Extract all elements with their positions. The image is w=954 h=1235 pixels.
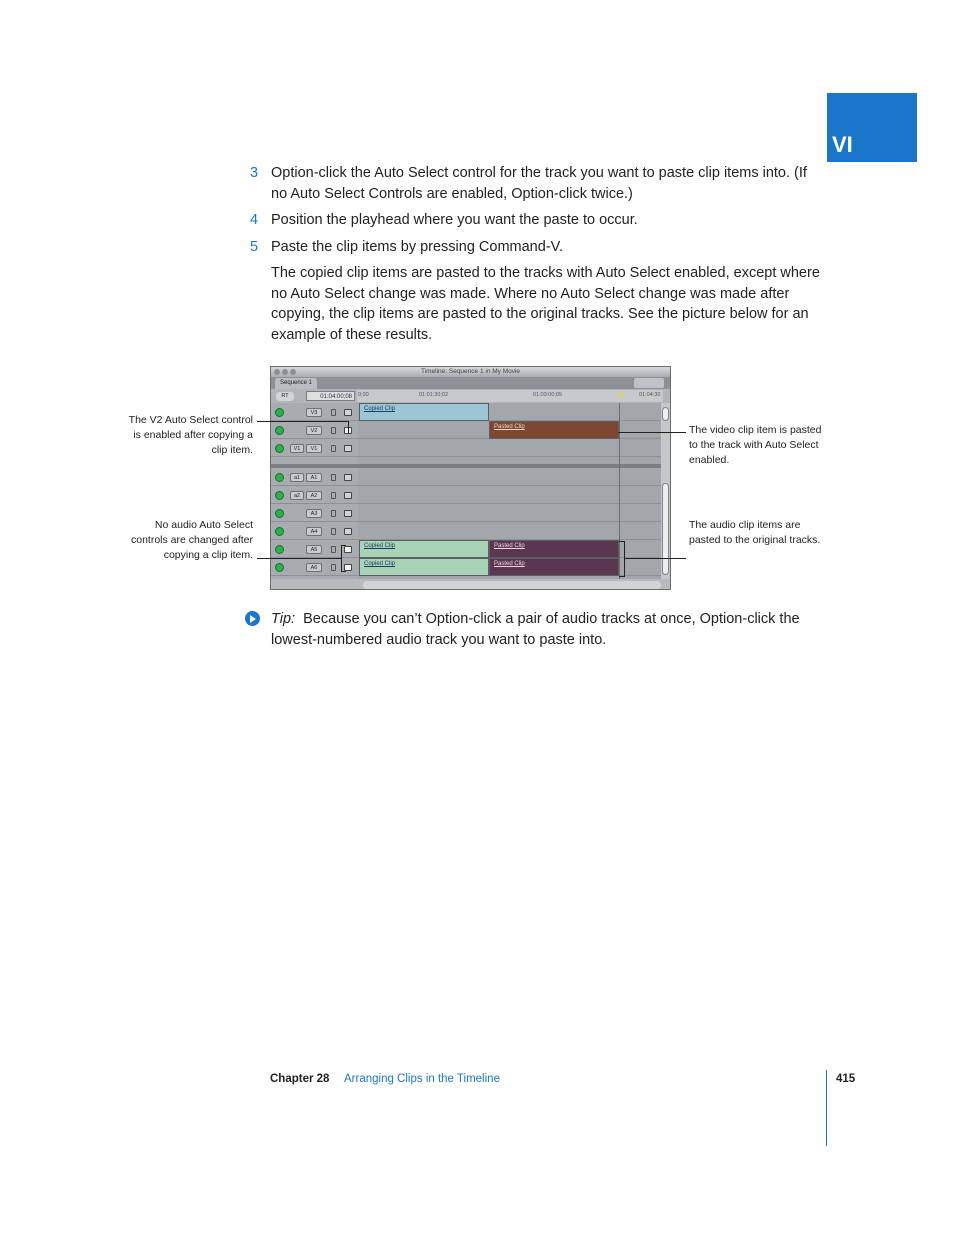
auto-select-icon[interactable] — [344, 510, 352, 517]
leader-bracket — [619, 541, 624, 542]
auto-select-icon[interactable] — [344, 492, 352, 499]
track-control-v2 — [271, 421, 358, 439]
rt-button[interactable]: RT — [276, 392, 294, 401]
dest-control[interactable]: A1 — [306, 473, 322, 482]
dest-control[interactable]: V1 — [306, 444, 322, 453]
track-a1 — [358, 468, 663, 486]
leader-line — [257, 421, 349, 422]
dest-control[interactable]: V2 — [306, 426, 322, 435]
leader-bracket — [341, 545, 342, 571]
track-control-a5 — [271, 540, 358, 558]
part-tab-label: VI — [832, 132, 853, 157]
zoom-icon[interactable] — [290, 369, 296, 375]
tip-text: Because you can’t Option-click a pair of audio tracks at once, Option-click the lowest-numbered audio track you want to paste into. — [271, 611, 800, 648]
leader-bracket — [341, 571, 346, 572]
step-4 — [250, 210, 820, 231]
auto-select-icon[interactable] — [344, 409, 352, 416]
track-v1 — [358, 439, 663, 457]
step-5 — [250, 237, 820, 258]
dest-control[interactable]: A2 — [306, 491, 322, 500]
lock-icon[interactable] — [331, 427, 336, 434]
speaker-icon[interactable] — [275, 491, 284, 500]
lock-icon[interactable] — [331, 546, 336, 553]
track-control-a3 — [271, 504, 358, 522]
timeline-titlebar: Timeline: Sequence 1 in My Movie — [271, 367, 670, 377]
lock-icon[interactable] — [331, 492, 336, 499]
speaker-icon[interactable] — [275, 545, 284, 554]
leader-line — [348, 421, 349, 433]
clip-v3-copied[interactable]: Copied Clip — [359, 403, 489, 421]
speaker-icon[interactable] — [275, 563, 284, 572]
step-number: 3 — [250, 165, 259, 181]
step-text: Option-click the Auto Select control for the track you want to paste clip items into. (If no Auto Select Controls are enabled, Option-click twice.) — [271, 165, 807, 202]
source-control[interactable]: a2 — [290, 491, 304, 500]
track-visibility-icon[interactable] — [275, 408, 284, 417]
track-control-v3 — [271, 403, 358, 421]
speaker-icon[interactable] — [275, 527, 284, 536]
clip-a6-pasted[interactable]: Pasted Clip — [489, 558, 619, 576]
tab-sequence-1[interactable]: Sequence 1 — [275, 378, 317, 389]
lock-icon[interactable] — [331, 528, 336, 535]
close-icon[interactable] — [274, 369, 280, 375]
speaker-icon[interactable] — [275, 509, 284, 518]
track-area[interactable] — [358, 403, 663, 579]
playhead-icon[interactable] — [618, 393, 624, 398]
track-control-a2 — [271, 486, 358, 504]
tip-arrow-icon — [245, 611, 260, 626]
track-control-v1 — [271, 439, 358, 457]
result-paragraph: The copied clip items are pasted to the tracks with Auto Select enabled, except where no Auto Select change was made. Where no Auto Select change was made after copying, the clip items are pasted to the original tracks. See the picture below for an example of these results. — [271, 265, 820, 343]
lock-icon[interactable] — [331, 474, 336, 481]
ruler-tick: 01:04:30 — [639, 392, 661, 398]
footer-chapter: Chapter 28 — [270, 1073, 330, 1085]
part-tab — [827, 93, 917, 162]
lock-icon[interactable] — [331, 409, 336, 416]
step-text: Paste the clip items by pressing Command-V. — [271, 239, 564, 255]
tip-label: Tip: — [271, 611, 296, 627]
ruler-tick: 01:01:30;02 — [419, 392, 449, 398]
playhead-line — [619, 403, 620, 579]
audio-scroll-thumb[interactable] — [662, 483, 669, 575]
callout-v2-auto-select: The V2 Auto Select control is enabled after copying a clip item. — [128, 414, 253, 456]
step-number: 4 — [250, 212, 259, 228]
timecode-field[interactable]: 01:04:00;08 — [306, 391, 355, 401]
track-control-a6 — [271, 558, 358, 576]
auto-select-icon[interactable] — [344, 546, 352, 553]
video-scroll-thumb[interactable] — [662, 407, 669, 421]
track-a2 — [358, 486, 663, 504]
step-number: 5 — [250, 239, 259, 255]
leader-line — [618, 432, 686, 433]
leader-line — [625, 558, 686, 559]
tab-row — [271, 377, 670, 389]
dest-control[interactable]: A3 — [306, 509, 322, 518]
dest-control[interactable]: A5 — [306, 545, 322, 554]
footer-chapter-title[interactable]: Arranging Clips in the Timeline — [344, 1073, 500, 1085]
ruler-tick: 0;00 — [358, 392, 369, 398]
track-control-a4 — [271, 522, 358, 540]
speaker-icon[interactable] — [275, 473, 284, 482]
video-audio-divider[interactable] — [271, 464, 670, 468]
auto-select-icon[interactable] — [344, 528, 352, 535]
footer-divider — [826, 1070, 827, 1146]
minimize-icon[interactable] — [282, 369, 288, 375]
leader-bracket — [619, 576, 624, 577]
leader-bracket — [341, 545, 346, 546]
track-visibility-icon[interactable] — [275, 444, 284, 453]
vertical-scrollbar[interactable] — [661, 403, 670, 579]
callout-audio-pasted: The audio clip items are pasted to the original tracks. — [689, 519, 821, 546]
callout-no-audio-change: No audio Auto Select controls are changed after copying a clip item. — [131, 519, 253, 561]
callout-video-pasted: The video clip item is pasted to the track with Auto Select enabled. — [689, 424, 822, 466]
lock-icon[interactable] — [331, 510, 336, 517]
tip-paragraph — [271, 609, 821, 650]
clip-a6-copied[interactable]: Copied Clip — [359, 558, 489, 576]
clip-a5-copied[interactable]: Copied Clip — [359, 540, 489, 558]
step-text: Position the playhead where you want the paste to occur. — [271, 212, 638, 228]
timeline-header — [271, 389, 670, 403]
clip-v2-pasted[interactable]: Pasted Clip — [489, 421, 619, 439]
dest-control[interactable]: A6 — [306, 563, 322, 572]
source-control[interactable]: a1 — [290, 473, 304, 482]
auto-select-icon[interactable] — [344, 564, 352, 571]
lock-icon[interactable] — [331, 564, 336, 571]
zoom-control[interactable] — [634, 378, 664, 388]
track-visibility-icon[interactable] — [275, 426, 284, 435]
track-control-a1 — [271, 468, 358, 486]
source-control[interactable]: V1 — [290, 444, 304, 453]
horizontal-scrollbar[interactable] — [363, 581, 661, 589]
ruler-tick: 01:03:00;05 — [533, 392, 563, 398]
auto-select-icon[interactable] — [344, 474, 352, 481]
dest-control[interactable]: V3 — [306, 408, 322, 417]
dest-control[interactable]: A4 — [306, 527, 322, 536]
page-number: 415 — [836, 1073, 856, 1085]
auto-select-icon[interactable] — [344, 445, 352, 452]
leader-bracket — [624, 541, 625, 577]
track-a4 — [358, 522, 663, 540]
lock-icon[interactable] — [331, 445, 336, 452]
step-3 — [250, 163, 820, 204]
track-a3 — [358, 504, 663, 522]
timeline-window — [270, 366, 671, 590]
leader-line — [257, 558, 341, 559]
track-controls — [271, 403, 358, 579]
clip-a5-pasted[interactable]: Pasted Clip — [489, 540, 619, 558]
